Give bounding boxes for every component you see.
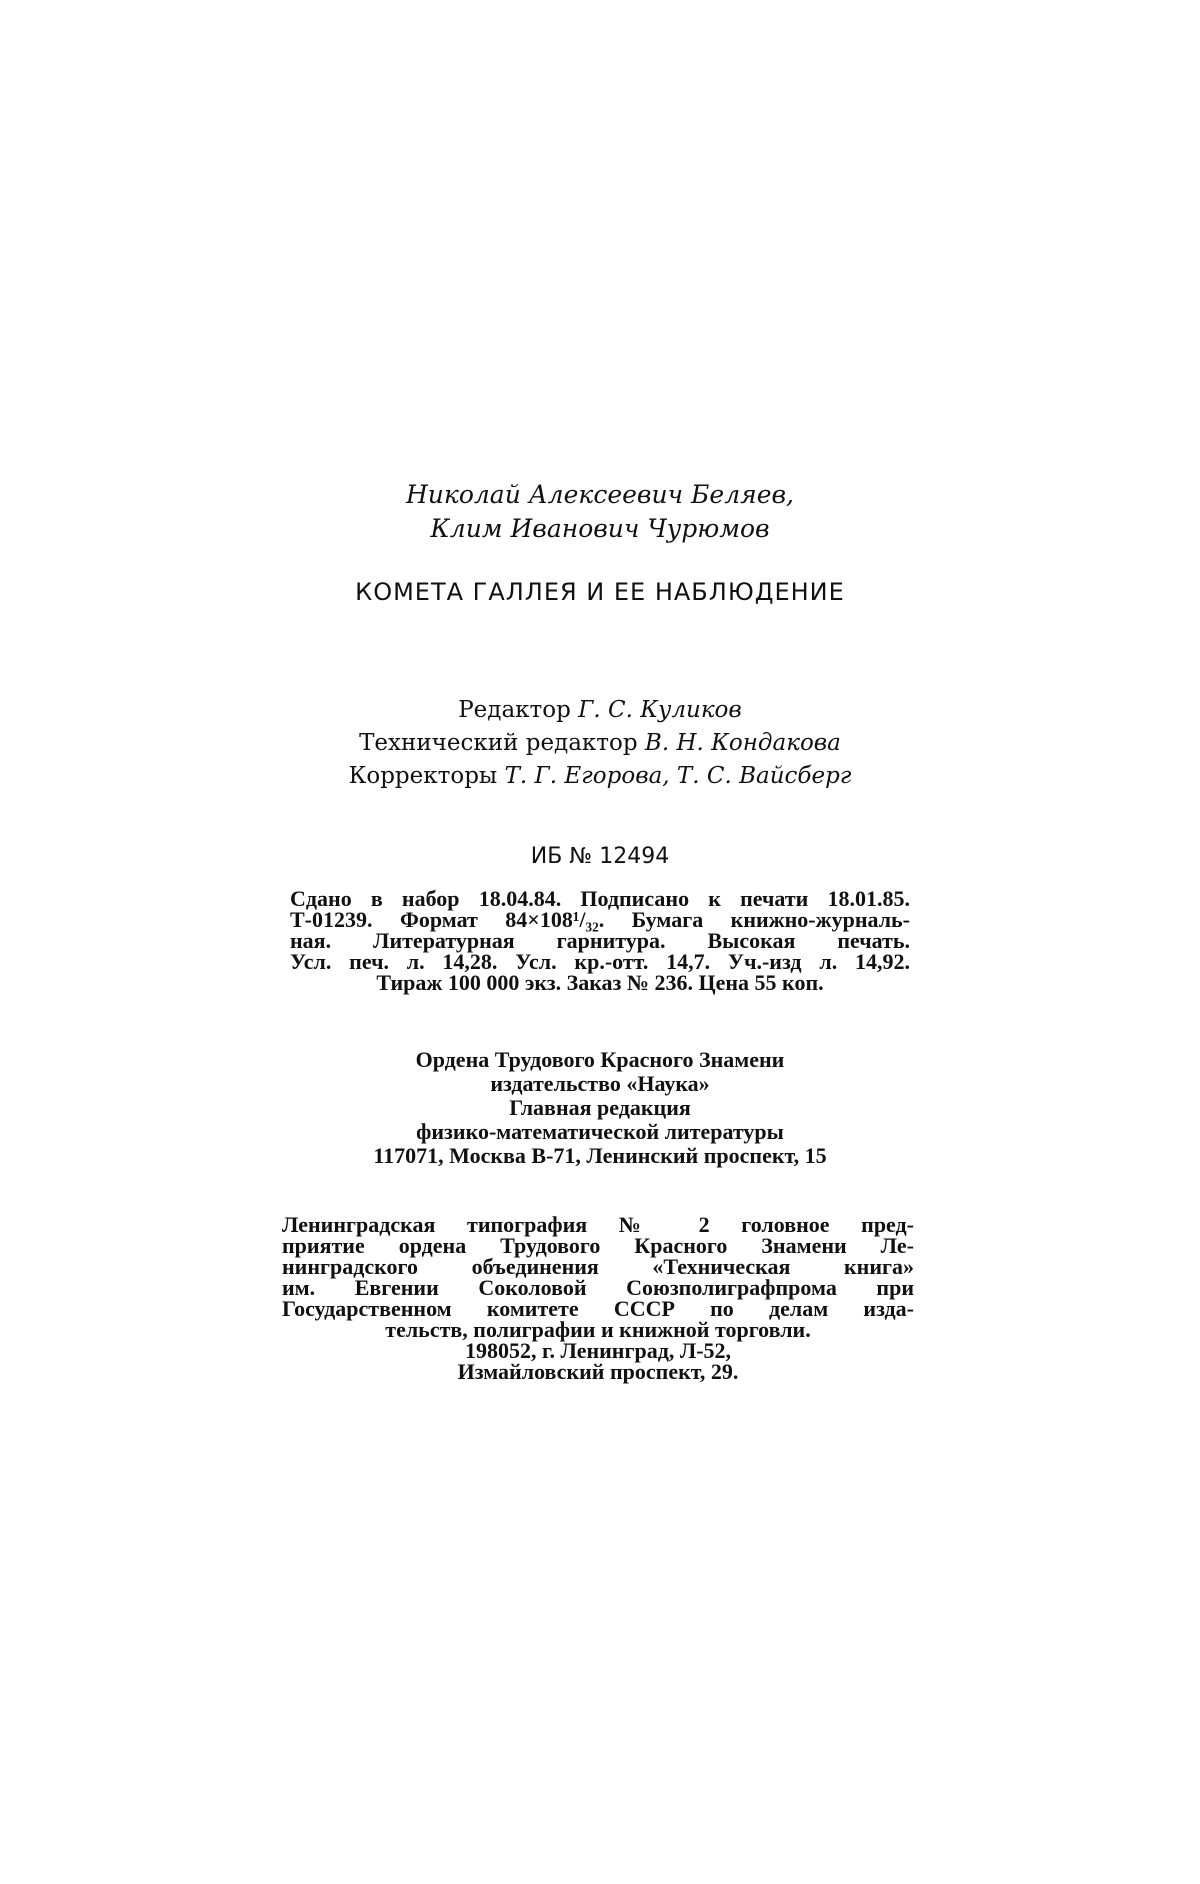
book-title: КОМЕТА ГАЛЛЕЯ И ЕЕ НАБЛЮДЕНИЕ — [355, 578, 845, 606]
staff-role: Редактор — [458, 697, 571, 723]
publisher-line: физико-математической литературы — [416, 1119, 784, 1144]
printer-line: нинградского объединения «Техническая книга» — [282, 1254, 914, 1279]
imprint-line: Т-01239. Формат 84×108¹/₃₂. Бумага книжно-журналь- — [290, 907, 910, 932]
printer-line: Государственном комитете СССР по делам изда- — [282, 1296, 914, 1321]
staff-line — [0, 694, 1200, 727]
imprint-line: ная. Литературная гарнитура. Высокая печать. — [290, 928, 910, 953]
staff-line — [0, 727, 1200, 760]
editorial-staff — [0, 694, 1200, 793]
staff-line — [0, 760, 1200, 793]
authors — [0, 478, 1200, 546]
imprint-line: Тираж 100 000 экз. Заказ № 236. Цена 55 коп. — [376, 970, 824, 995]
publisher-line: Ордена Трудового Красного Знамени — [415, 1047, 785, 1072]
printer-line: тельств, полиграфии и книжной торговли. — [385, 1317, 811, 1342]
printer-line: приятие ордена Трудового Красного Знамени Ле- — [282, 1233, 914, 1258]
imprint-line: Усл. печ. л. 14,28. Усл. кр.-отт. 14,7. Уч.-изд л. 14,92. — [290, 949, 910, 974]
publisher-line: 117071, Москва В-71, Ленинский проспект, 15 — [373, 1143, 827, 1168]
publisher-line: издательство «Наука» — [490, 1071, 710, 1096]
staff-role: Корректоры — [348, 763, 498, 789]
author-name: Клим Иванович Чурюмов — [430, 514, 770, 543]
printer-line: Ленинградская типография № 2 головное пред- — [282, 1212, 914, 1237]
staff-role: Технический редактор — [359, 730, 638, 756]
staff-name: В. Н. Кондакова — [644, 730, 841, 756]
printer-line: Измайловский проспект, 29. — [457, 1359, 739, 1384]
imprint-line: Сдано в набор 18.04.84. Подписано к печати 18.01.85. — [290, 886, 910, 911]
publisher-info — [0, 1048, 1200, 1168]
publisher-line: Главная редакция — [509, 1095, 691, 1120]
printer-info — [282, 1214, 914, 1382]
printer-line: им. Евгении Соколовой Союзполиграфпрома при — [282, 1275, 914, 1300]
author-name: Николай Алексеевич Беляев, — [405, 480, 794, 509]
printer-line: 198052, г. Ленинград, Л-52, — [464, 1338, 732, 1363]
staff-name: Т. Г. Егорова, Т. С. Вайсберг — [504, 763, 852, 789]
ib-number: ИБ № 12494 — [530, 844, 670, 869]
imprint-details — [290, 888, 910, 993]
staff-name: Г. С. Куликов — [578, 697, 742, 723]
